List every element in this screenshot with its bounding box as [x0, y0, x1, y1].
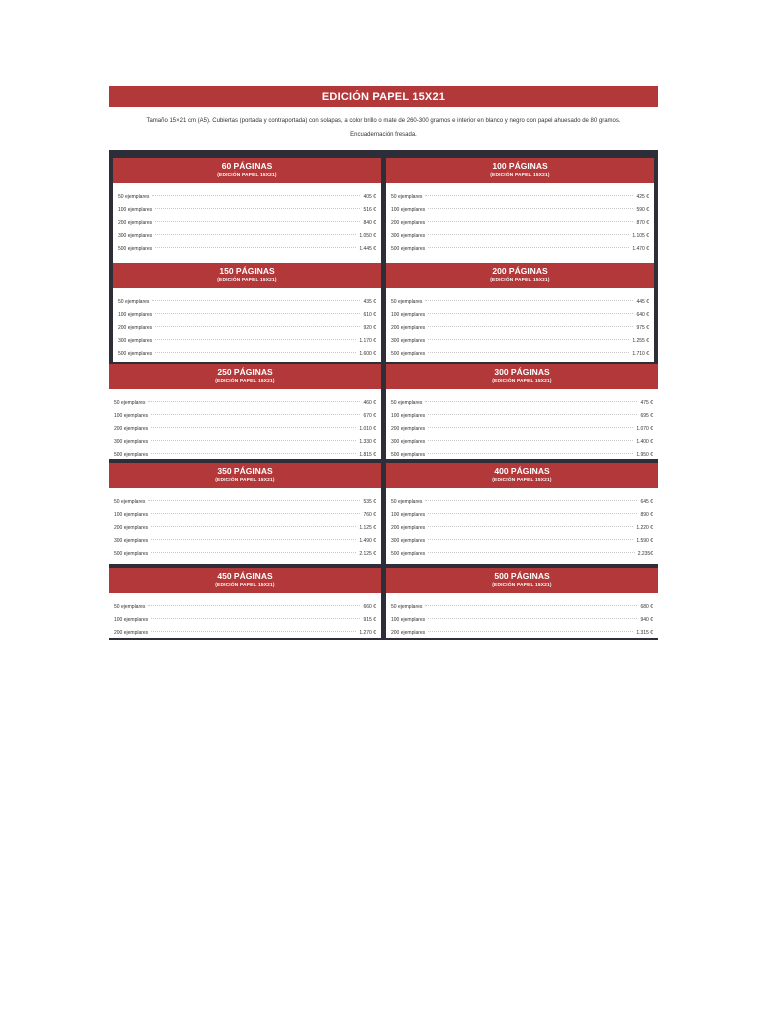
price-value: 1.220 € — [636, 525, 653, 531]
dotted-leader — [428, 427, 633, 428]
card-row — [109, 362, 658, 461]
price-row — [391, 518, 653, 531]
quantity-label: 50 ejemplares — [391, 194, 423, 200]
quantity-label: 300 ejemplares — [391, 439, 426, 445]
card-row — [109, 263, 658, 362]
card-title: 450 PÁGINAS — [217, 571, 273, 581]
quantity-label: 500 ejemplares — [391, 551, 426, 557]
price-row — [391, 610, 653, 623]
quantity-label: 50 ejemplares — [391, 499, 423, 505]
dotted-leader — [428, 221, 633, 222]
quantity-label: 200 ejemplares — [391, 220, 426, 226]
price-row — [391, 531, 653, 544]
quantity-label: 50 ejemplares — [391, 299, 423, 305]
card-body — [386, 389, 658, 458]
price-row — [391, 445, 653, 458]
quantity-label: 50 ejemplares — [118, 194, 150, 200]
dotted-leader — [155, 313, 360, 314]
price-document — [109, 86, 658, 640]
card-title: 300 PÁGINAS — [494, 367, 550, 377]
dotted-leader — [428, 414, 637, 415]
price-value: 1.445 € — [359, 246, 376, 252]
dotted-leader — [155, 352, 356, 353]
price-row — [114, 531, 376, 544]
quantity-label: 100 ejemplares — [114, 512, 149, 518]
price-card — [113, 263, 381, 360]
price-value: 475 € — [640, 400, 653, 406]
quantity-label: 100 ejemplares — [118, 312, 153, 318]
dotted-leader — [152, 195, 360, 196]
price-value: 516 € — [363, 207, 376, 213]
price-value: 535 € — [363, 499, 376, 505]
price-value: 1.330 € — [359, 439, 376, 445]
price-value: 840 € — [363, 220, 376, 226]
quantity-label: 300 ejemplares — [391, 538, 426, 544]
price-value: 1.470 € — [632, 246, 649, 252]
quantity-label: 100 ejemplares — [391, 617, 426, 623]
description — [109, 107, 658, 150]
price-row — [391, 393, 653, 406]
dotted-leader — [425, 195, 633, 196]
card-header — [109, 463, 381, 488]
dotted-leader — [425, 300, 633, 301]
price-row — [391, 505, 653, 518]
quantity-label: 200 ejemplares — [391, 426, 426, 432]
card-title: 200 PÁGINAS — [492, 266, 548, 276]
dotted-leader — [152, 300, 360, 301]
price-row — [114, 518, 376, 531]
price-value: 920 € — [363, 325, 376, 331]
dotted-leader — [151, 618, 360, 619]
dotted-leader — [425, 500, 637, 501]
quantity-label: 200 ejemplares — [391, 525, 426, 531]
card-subtitle: (EDICIÓN PAPEL 15X21) — [215, 478, 275, 483]
price-value: 1.950 € — [636, 452, 653, 458]
quantity-label: 500 ejemplares — [391, 246, 426, 252]
quantity-label: 100 ejemplares — [391, 312, 426, 318]
quantity-label: 200 ejemplares — [114, 630, 149, 636]
quantity-label: 300 ejemplares — [118, 233, 153, 239]
price-row — [391, 200, 649, 213]
price-value: 1.590 € — [636, 538, 653, 544]
quantity-label: 50 ejemplares — [118, 299, 150, 305]
card-body — [109, 593, 381, 636]
card-subtitle: (EDICIÓN PAPEL 15X21) — [490, 278, 550, 283]
price-row — [391, 187, 649, 200]
card-header — [386, 158, 654, 183]
price-card — [386, 158, 654, 261]
quantity-label: 500 ejemplares — [118, 351, 153, 357]
price-card — [109, 364, 381, 459]
price-value: 645 € — [640, 499, 653, 505]
page-title: EDICIÓN PAPEL 15X21 — [109, 86, 658, 107]
dotted-leader — [428, 453, 633, 454]
card-header — [386, 568, 658, 593]
price-value: 1.490 € — [359, 538, 376, 544]
price-card — [386, 463, 658, 564]
dotted-leader — [151, 453, 356, 454]
price-value: 425 € — [636, 194, 649, 200]
quantity-label: 500 ejemplares — [391, 351, 426, 357]
quantity-label: 200 ejemplares — [391, 325, 426, 331]
price-row — [391, 292, 649, 305]
price-value: 1.125 € — [359, 525, 376, 531]
price-value: 915 € — [363, 617, 376, 623]
dotted-leader — [428, 247, 629, 248]
price-value: 610 € — [363, 312, 376, 318]
card-body — [109, 488, 381, 557]
quantity-label: 50 ejemplares — [391, 604, 423, 610]
card-subtitle: (EDICIÓN PAPEL 15X21) — [490, 173, 550, 178]
price-value: 1.070 € — [636, 426, 653, 432]
price-row — [391, 226, 649, 239]
price-value: 660 € — [363, 604, 376, 610]
price-row — [114, 445, 376, 458]
quantity-label: 50 ejemplares — [114, 499, 146, 505]
card-title: 250 PÁGINAS — [217, 367, 273, 377]
card-title: 60 PÁGINAS — [221, 161, 273, 171]
card-body — [109, 389, 381, 458]
price-row — [114, 623, 376, 636]
price-value: 1.050 € — [359, 233, 376, 239]
dotted-leader — [425, 401, 637, 402]
price-value: 435 € — [363, 299, 376, 305]
price-row — [391, 492, 653, 505]
quantity-label: 300 ejemplares — [118, 338, 153, 344]
dotted-leader — [151, 631, 356, 632]
price-row — [391, 432, 653, 445]
price-row — [118, 318, 376, 331]
dotted-leader — [428, 618, 637, 619]
card-subtitle: (EDICIÓN PAPEL 15X21) — [215, 379, 275, 384]
price-row — [114, 406, 376, 419]
card-title: 100 PÁGINAS — [492, 161, 548, 171]
price-value: 890 € — [640, 512, 653, 518]
quantity-label: 200 ejemplares — [114, 426, 149, 432]
price-row — [118, 187, 376, 200]
dotted-leader — [428, 313, 633, 314]
card-body — [386, 488, 658, 557]
price-row — [118, 239, 376, 252]
price-row — [114, 432, 376, 445]
dotted-leader — [155, 326, 360, 327]
price-value: 1.710 € — [632, 351, 649, 357]
card-header — [113, 158, 381, 183]
price-row — [391, 344, 649, 357]
price-card — [386, 364, 658, 459]
card-title: 350 PÁGINAS — [217, 466, 273, 476]
price-value: 1.010 € — [359, 426, 376, 432]
price-card — [109, 568, 381, 638]
card-row — [109, 566, 658, 640]
price-row — [391, 213, 649, 226]
quantity-label: 100 ejemplares — [114, 617, 149, 623]
card-subtitle: (EDICIÓN PAPEL 15X21) — [492, 583, 552, 588]
price-value: 1.315 € — [636, 630, 653, 636]
card-title: 400 PÁGINAS — [494, 466, 550, 476]
price-value: 1.105 € — [632, 233, 649, 239]
card-body — [386, 593, 658, 636]
price-row — [114, 597, 376, 610]
dotted-leader — [151, 552, 356, 553]
dotted-leader — [148, 500, 360, 501]
price-row — [114, 419, 376, 432]
card-body — [113, 288, 381, 357]
description-line-2: Encuadernación fresada. — [350, 132, 417, 138]
dotted-leader — [155, 234, 356, 235]
dotted-leader — [428, 440, 633, 441]
price-value: 640 € — [636, 312, 649, 318]
price-value: 1.815 € — [359, 452, 376, 458]
card-header — [113, 263, 381, 288]
price-value: 680 € — [640, 604, 653, 610]
quantity-label: 300 ejemplares — [391, 233, 426, 239]
price-row — [118, 344, 376, 357]
price-row — [114, 492, 376, 505]
price-row — [114, 505, 376, 518]
price-value: 975 € — [636, 325, 649, 331]
card-title: 150 PÁGINAS — [219, 266, 275, 276]
section-divider — [109, 150, 658, 158]
price-row — [391, 318, 649, 331]
quantity-label: 200 ejemplares — [118, 325, 153, 331]
price-row — [391, 544, 653, 557]
dotted-leader — [148, 401, 360, 402]
price-row — [114, 610, 376, 623]
quantity-label: 50 ejemplares — [114, 604, 146, 610]
price-grid — [109, 158, 658, 640]
price-value: 445 € — [636, 299, 649, 305]
price-value: 460 € — [363, 400, 376, 406]
price-row — [118, 200, 376, 213]
card-header — [386, 364, 658, 389]
card-row — [109, 461, 658, 566]
price-card — [386, 263, 654, 360]
price-value: 870 € — [636, 220, 649, 226]
dotted-leader — [151, 526, 356, 527]
quantity-label: 200 ejemplares — [114, 525, 149, 531]
quantity-label: 50 ejemplares — [114, 400, 146, 406]
card-subtitle: (EDICIÓN PAPEL 15X21) — [217, 173, 277, 178]
price-card — [386, 568, 658, 638]
price-row — [118, 226, 376, 239]
gutter — [654, 263, 658, 362]
quantity-label: 200 ejemplares — [391, 630, 426, 636]
card-subtitle: (EDICIÓN PAPEL 15X21) — [492, 379, 552, 384]
dotted-leader — [428, 513, 637, 514]
quantity-label: 100 ejemplares — [118, 207, 153, 213]
quantity-label: 500 ejemplares — [114, 452, 149, 458]
dotted-leader — [148, 605, 360, 606]
price-row — [118, 213, 376, 226]
dotted-leader — [428, 339, 629, 340]
quantity-label: 100 ejemplares — [114, 413, 149, 419]
quantity-label: 300 ejemplares — [114, 439, 149, 445]
quantity-label: 200 ejemplares — [118, 220, 153, 226]
quantity-label: 500 ejemplares — [114, 551, 149, 557]
gutter — [654, 158, 658, 263]
card-header — [109, 364, 381, 389]
dotted-leader — [428, 326, 633, 327]
card-subtitle: (EDICIÓN PAPEL 15X21) — [217, 278, 277, 283]
price-card — [113, 158, 381, 261]
dotted-leader — [155, 221, 360, 222]
quantity-label: 100 ejemplares — [391, 413, 426, 419]
card-body — [113, 183, 381, 252]
quantity-label: 500 ejemplares — [118, 246, 153, 252]
quantity-label: 50 ejemplares — [391, 400, 423, 406]
card-body — [386, 183, 654, 252]
card-title: 500 PÁGINAS — [494, 571, 550, 581]
price-value: 2.235€ — [637, 551, 653, 557]
price-value: 695 € — [640, 413, 653, 419]
dotted-leader — [428, 631, 633, 632]
price-row — [118, 305, 376, 318]
price-row — [118, 292, 376, 305]
price-value: 670 € — [363, 413, 376, 419]
price-row — [391, 239, 649, 252]
dotted-leader — [425, 605, 637, 606]
dotted-leader — [428, 552, 635, 553]
dotted-leader — [155, 247, 356, 248]
dotted-leader — [428, 352, 629, 353]
quantity-label: 100 ejemplares — [391, 512, 426, 518]
price-card — [109, 463, 381, 564]
price-value: 940 € — [640, 617, 653, 623]
card-header — [386, 463, 658, 488]
dotted-leader — [428, 539, 633, 540]
price-row — [391, 419, 653, 432]
price-value: 405 € — [363, 194, 376, 200]
price-value: 590 € — [636, 207, 649, 213]
price-row — [391, 406, 653, 419]
description-line-1: Tamaño 15×21 cm (A5). Cubiertas (portada y contraportada) con solapas, a color brillo o mate de 260-300 gramos e interior en blanco y negro con papel ahuesado de 80 gramos. — [146, 118, 621, 124]
price-value: 1.170 € — [359, 338, 376, 344]
price-row — [391, 331, 649, 344]
dotted-leader — [151, 539, 356, 540]
price-value: 1.270 € — [359, 630, 376, 636]
dotted-leader — [428, 208, 633, 209]
price-row — [114, 393, 376, 406]
quantity-label: 300 ejemplares — [114, 538, 149, 544]
card-header — [386, 263, 654, 288]
dotted-leader — [151, 427, 356, 428]
price-value: 760 € — [363, 512, 376, 518]
dotted-leader — [151, 440, 356, 441]
card-subtitle: (EDICIÓN PAPEL 15X21) — [215, 583, 275, 588]
price-row — [391, 597, 653, 610]
price-row — [391, 623, 653, 636]
card-body — [386, 288, 654, 357]
price-row — [114, 544, 376, 557]
dotted-leader — [155, 339, 356, 340]
quantity-label: 500 ejemplares — [391, 452, 426, 458]
price-value: 1.600 € — [359, 351, 376, 357]
quantity-label: 300 ejemplares — [391, 338, 426, 344]
dotted-leader — [151, 513, 360, 514]
dotted-leader — [151, 414, 360, 415]
card-subtitle: (EDICIÓN PAPEL 15X21) — [492, 478, 552, 483]
dotted-leader — [428, 234, 629, 235]
price-row — [118, 331, 376, 344]
card-header — [109, 568, 381, 593]
quantity-label: 100 ejemplares — [391, 207, 426, 213]
price-row — [391, 305, 649, 318]
price-value: 2.125 € — [359, 551, 376, 557]
price-value: 1.255 € — [632, 338, 649, 344]
dotted-leader — [428, 526, 633, 527]
price-value: 1.400 € — [636, 439, 653, 445]
card-row — [109, 158, 658, 263]
dotted-leader — [155, 208, 360, 209]
